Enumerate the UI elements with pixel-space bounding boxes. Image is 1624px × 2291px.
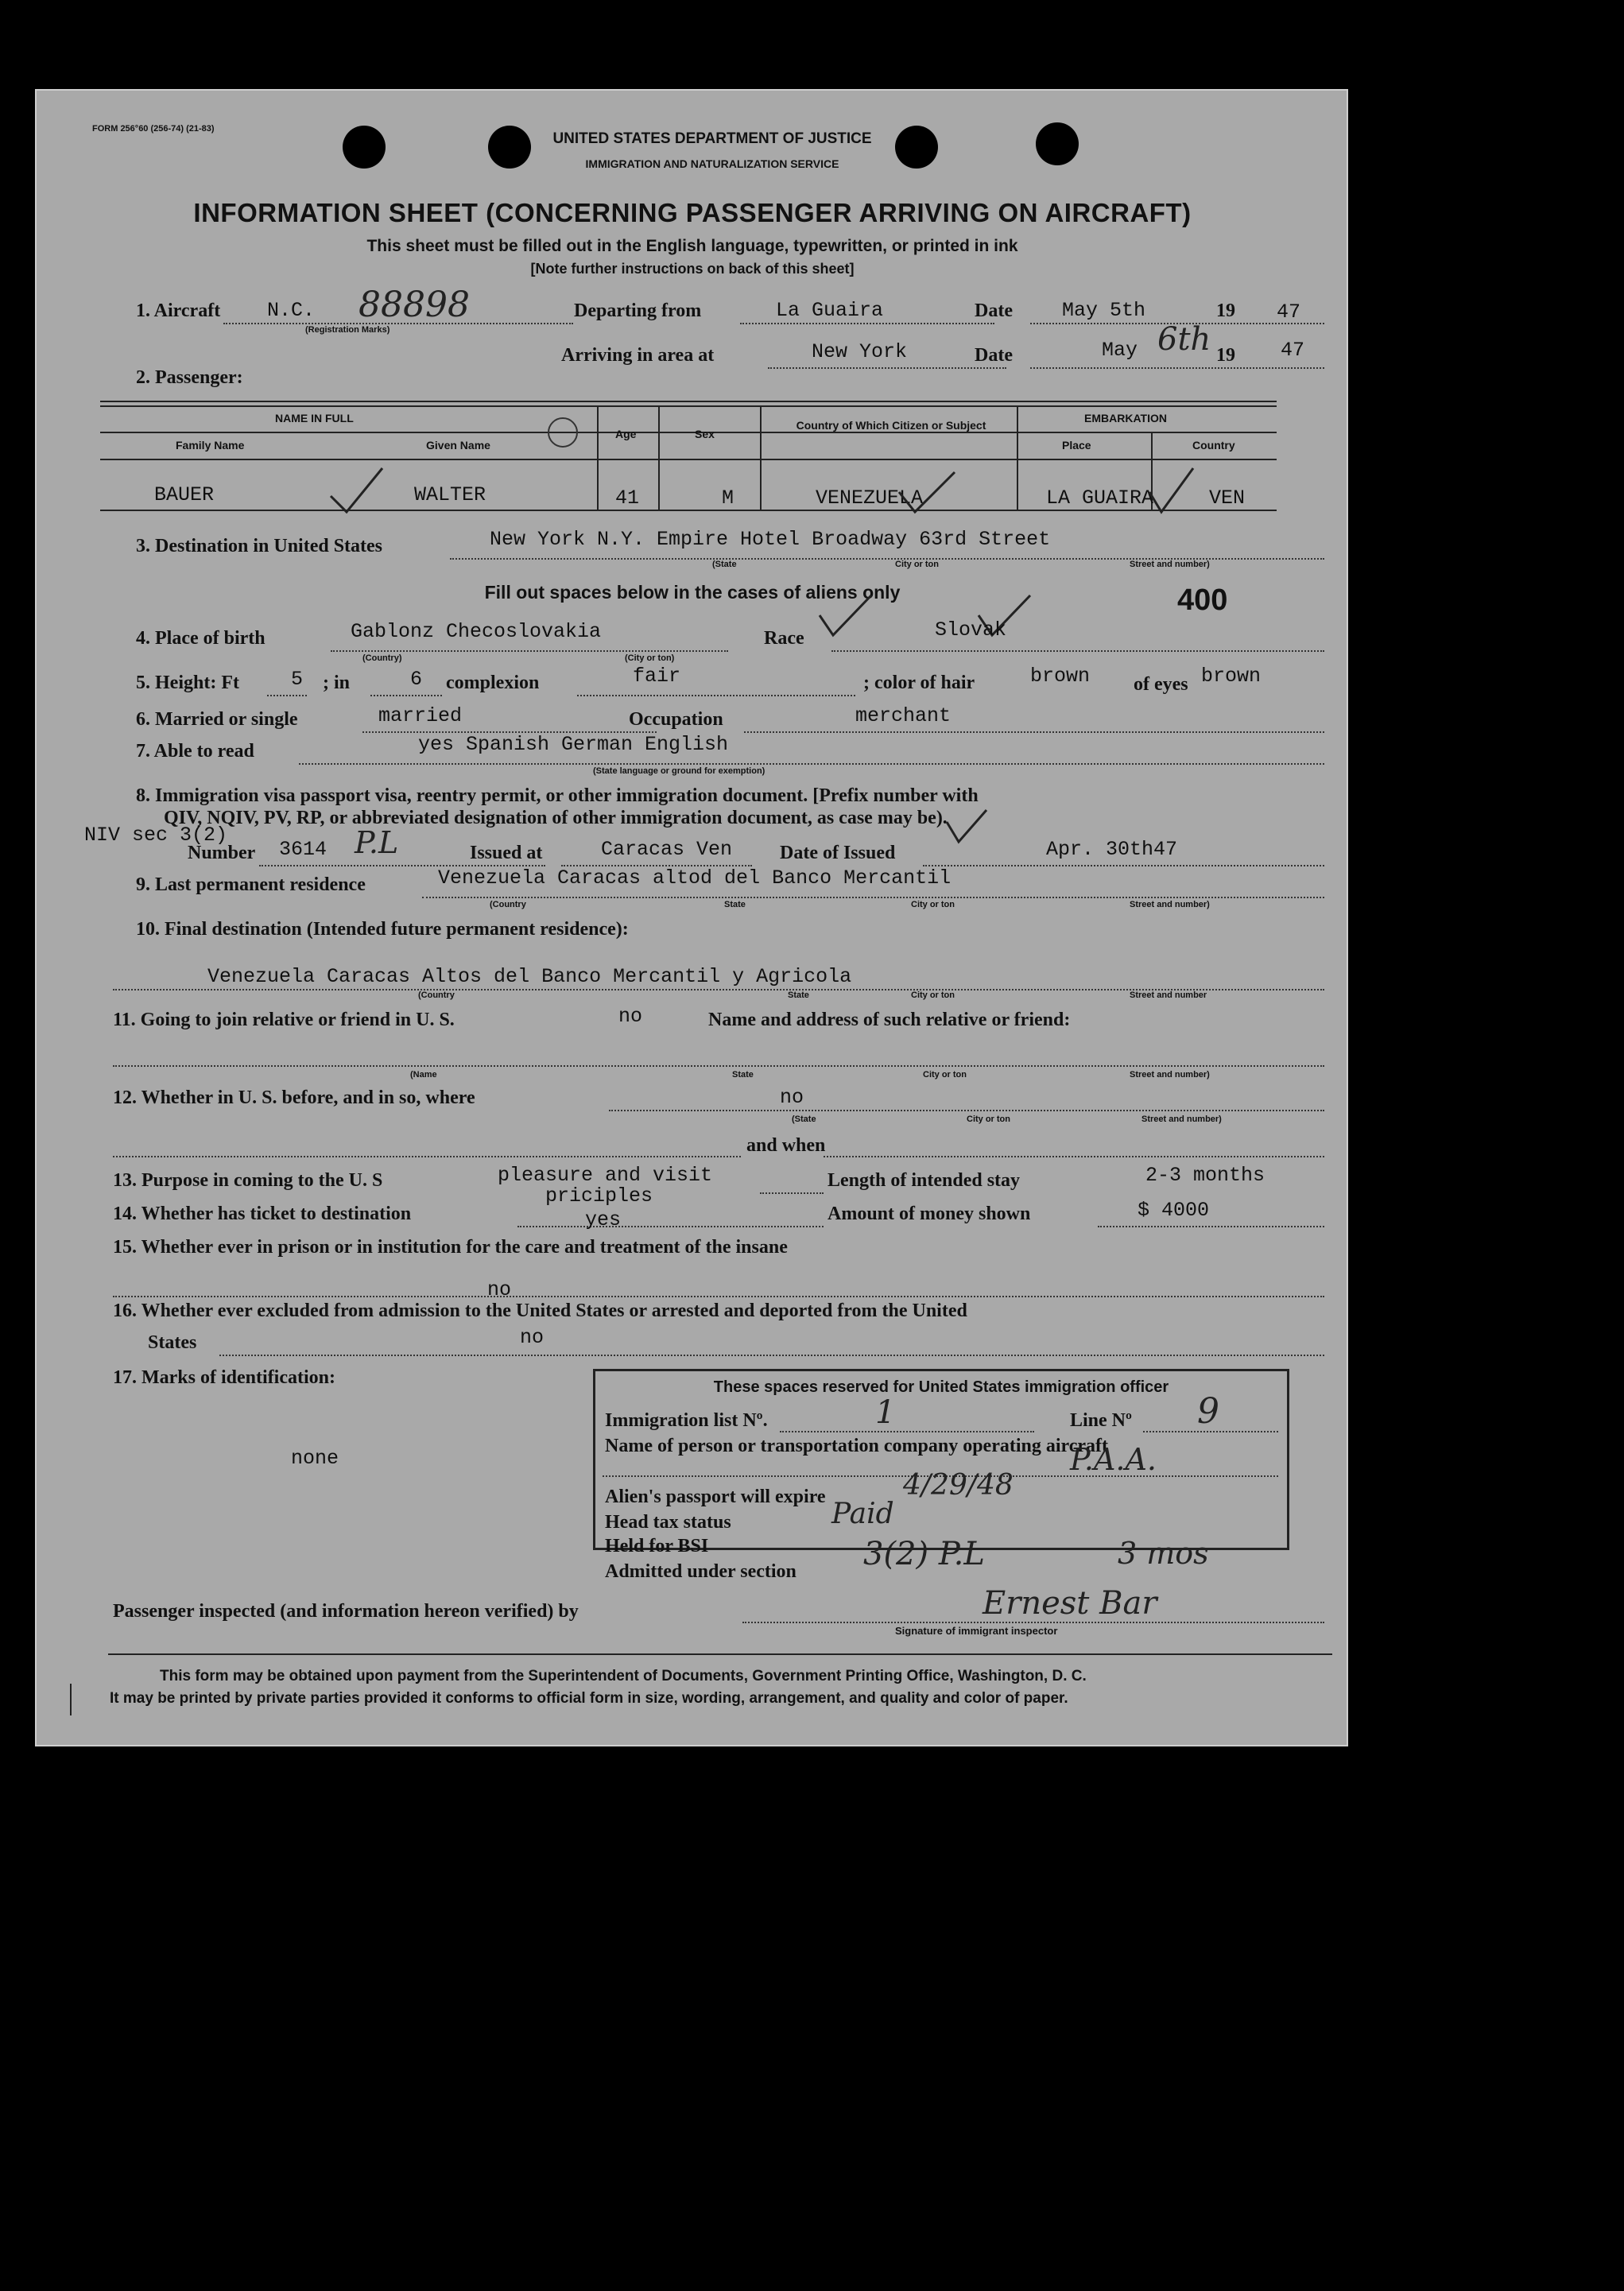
ticket-value: yes xyxy=(585,1208,622,1231)
form-number: FORM 256°60 (256-74) (21-83) xyxy=(92,124,215,134)
race-label: Race xyxy=(764,628,804,649)
visa-number: 3614 xyxy=(279,838,328,861)
sex-header: Sex xyxy=(695,428,715,440)
excluded-label: 16. Whether ever excluded from admission to the United States or arrested and deported from the United xyxy=(113,1301,967,1321)
inspector-signature: Ernest Bar xyxy=(983,1585,1157,1622)
footer-line-1: This form may be obtained upon payment from the Superintendent of Documents, Government Printing Office, Washington, D. C. xyxy=(160,1668,1087,1684)
before-label: 12. Whether in U. S. before, and in so, where xyxy=(113,1087,475,1108)
final-destination-label: 10. Final destination (Intended future permanent residence): xyxy=(136,919,629,940)
instruction-note: [Note further instructions on back of this sheet] xyxy=(530,261,855,277)
ticket-label: 14. Whether has ticket to destination xyxy=(113,1204,412,1224)
aircraft-number: 88898 xyxy=(359,285,470,325)
registration-marks-caption: (Registration Marks) xyxy=(305,325,390,335)
aircraft-label: 1. Aircraft xyxy=(136,300,221,321)
name-in-full-header: NAME IN FULL xyxy=(275,412,354,424)
purpose-value: pleasure and visit xyxy=(498,1164,713,1187)
information-sheet: FORM 256°60 (256-74) (21-83) UNITED STATES DEPARTMENT OF JUSTICE IMMIGRATION AND NATURALIZATION SERVICE INFORMATION SHEET (CONCERNING PASSENGER ARRIVING ON AIRCRAFT) This sheet must be filled out in the English language, typewritten, or printed in ink [Note further instructions on back of this sheet] 1. Aircraft N.C. 88898 (Registration Marks) Departing from La Guaira Date May 5th 19 47 Arriving in area at New York Date May 6th 19 47 2. Passenger: NAME IN FULL Family Name Given Name Age Sex Country of Which Citizen or Subject EMBARKATION Place Country BAUER WALTER 41 M VENEZUELA LA GUAIRA VEN 3. Destination in United States New York N.Y. Empire Hotel Broadway 63rd Street (State City or ton Street and number) Fill out spaces below in the cases of aliens only 400 4. Place of birth Gablonz Checoslovakia (Country) (City or ton) Race Slovak 5. Height: Ft 5 ; in 6 complexion fair ; color of hair brown of eyes brown 6. Married or single married Occupation merchant 7. Able to read yes Spanish German English (State language or ground for exemption) 8. Immigration visa passport visa, reentry permit, or other immigration document. [Prefix number with QIV, NQIV, PV, RP, or abbreviated designation of other immigration document, as case may be). NIV sec 3(2) Number 3614 P.L Issued at Caracas Ven Date of Issued Apr. 30th47 9. Last permanent residence Venezuela Caracas altod del Banco Mercantil (Country State City or ton Street and number) 10. Final destination (Intended future permanent residence): Venezuela Caracas Altos del Banco Mercantil y Agricola (Country State City or ton Street and number 11. Going to join relative or friend in U. S. no Name and address of such relative or friend: (Name State City or ton Street and number) 12. Whether in U. S. before, and in so, where no (State City or ton Street and number) and when 13. Purpose in coming to the U. S pleasure and visit priciples Length of intended stay 2-3 months 14. Whether has ticket to destination yes Amount of money shown $ 4000 15. Whether ever in prison or in institution for the care and treatment of the insane no 16. Whether ever excluded from admission to the United States or arrested and deported from the United States no 17. Marks of identification: none These spaces reserved for United States immigration officer Immigration list Nº. 1 Line Nº 9 Name of person or transportation company operating aircraft P.A.A. Alien's passport will expire 4/29/48 Head tax status Paid Held for BSI Admitted under section 3(2) P.L 3 mos Passenger inspected (and information hereon verified) by Ernest Bar Signature of immigrant inspector This form may be obtained upon payment from the Superintendent of Documents, Government Printing Office, Washington, D. C. It may be printed by private parties provided it conforms to official form in size, wording, arrangement, and quality and color of paper. xyxy=(35,89,1348,1746)
destination-value: New York N.Y. Empire Hotel Broadway 63rd Street xyxy=(490,528,1051,551)
birth-value: Gablonz Checoslovakia xyxy=(351,620,602,643)
duration-value: 3 mos xyxy=(1118,1536,1209,1571)
departing-label: Departing from xyxy=(574,300,702,321)
birth-label: 4. Place of birth xyxy=(136,628,265,649)
check-mark xyxy=(895,464,959,520)
place-header: Place xyxy=(1062,439,1091,452)
service-name: IMMIGRATION AND NATURALIZATION SERVICE xyxy=(585,157,839,170)
hair-value: brown xyxy=(1030,665,1091,688)
complexion-value: fair xyxy=(633,665,681,688)
height-label: 5. Height: Ft xyxy=(136,673,239,693)
married-label: 6. Married or single xyxy=(136,709,298,730)
check-mark xyxy=(816,591,879,639)
punch-hole xyxy=(1036,122,1079,165)
marks-label: 17. Marks of identification: xyxy=(113,1367,335,1388)
visa-line1: 8. Immigration visa passport visa, reentry permit, or other immigration document. [Prefix number with xyxy=(136,785,979,806)
check-mark xyxy=(943,806,990,846)
given-name-header: Given Name xyxy=(426,439,490,452)
registration-prefix: N.C. xyxy=(267,299,316,322)
embarkation-header: EMBARKATION xyxy=(1084,412,1167,424)
check-mark xyxy=(1145,464,1201,520)
before-value: no xyxy=(780,1086,804,1109)
join-label: 11. Going to join relative or friend in U. S. xyxy=(113,1010,455,1030)
prison-value: no xyxy=(487,1278,512,1301)
officer-heading: These spaces reserved for United States immigration officer xyxy=(713,1378,1169,1396)
embarkation-country-value: VEN xyxy=(1209,486,1246,510)
embarkation-place-value: LA GUAIRA xyxy=(1046,486,1154,510)
money-value: $ 4000 xyxy=(1138,1199,1210,1222)
stay-value: 2-3 months xyxy=(1145,1164,1265,1187)
residence-label: 9. Last permanent residence xyxy=(136,874,366,895)
check-mark xyxy=(327,464,390,520)
visa-line2: QIV, NQIV, PV, RP, or abbreviated designation of other immigration document, as case may be). xyxy=(164,808,948,828)
read-label: 7. Able to read xyxy=(136,741,254,762)
passport-value: 4/29/48 xyxy=(903,1469,1014,1502)
family-name-value: BAUER xyxy=(154,483,215,506)
visa-prefix: NIV sec 3(2) xyxy=(84,824,228,847)
section-value: 3(2) P.L xyxy=(863,1536,985,1572)
year-prefix: 19 xyxy=(1216,300,1235,321)
prison-label: 15. Whether ever in prison or in institution for the care and treatment of the insane xyxy=(113,1237,788,1258)
height-inches: 6 xyxy=(410,668,423,691)
arriving-label: Arriving in area at xyxy=(561,345,715,366)
arrival-date: May xyxy=(1102,339,1138,362)
residence-value: Venezuela Caracas altod del Banco Mercantil xyxy=(438,866,952,890)
join-value: no xyxy=(618,1005,643,1028)
departure-date: May 5th xyxy=(1062,299,1146,322)
read-value: yes Spanish German English xyxy=(418,733,729,756)
department-name: UNITED STATES DEPARTMENT OF JUSTICE xyxy=(552,130,872,147)
destination-label: 3. Destination in United States xyxy=(136,536,383,556)
final-destination-value: Venezuela Caracas Altos del Banco Mercantil y Agricola xyxy=(207,965,852,988)
visa-date-value: Apr. 30th47 xyxy=(1046,838,1178,861)
line-number: 9 xyxy=(1197,1391,1219,1432)
stamp-number: 400 xyxy=(1177,583,1228,617)
footer-line-2: It may be printed by private parties provided it conforms to official form in size, wording, arrangement, and quality and color of paper. xyxy=(110,1690,1068,1707)
signature-caption: Signature of immigrant inspector xyxy=(895,1625,1058,1637)
list-number: 1 xyxy=(875,1394,896,1431)
visa-number-hand: P.L xyxy=(355,825,399,860)
arrival-day: 6th xyxy=(1157,321,1211,358)
family-name-header: Family Name xyxy=(176,439,245,452)
purpose-value-2: priciples xyxy=(545,1184,653,1208)
marks-value: none xyxy=(291,1447,339,1470)
purpose-label: 13. Purpose in coming to the U. S xyxy=(113,1170,383,1191)
married-value: married xyxy=(378,704,463,727)
instruction-text: This sheet must be filled out in the English language, typewritten, or printed in ink xyxy=(366,237,1018,255)
height-feet: 5 xyxy=(291,668,304,691)
arrival-date-label: Date xyxy=(975,345,1013,366)
headtax-value: Paid xyxy=(831,1498,894,1530)
page-title: INFORMATION SHEET (CONCERNING PASSENGER ARRIVING ON AIRCRAFT) xyxy=(193,198,1192,227)
age-header: Age xyxy=(615,428,637,440)
inspected-label: Passenger inspected (and information hereon verified) by xyxy=(113,1601,579,1622)
sex-value: M xyxy=(722,486,734,510)
departing-value: La Guaira xyxy=(776,299,884,322)
country-citizen-header: Country of Which Citizen or Subject xyxy=(796,419,986,432)
country-header: Country xyxy=(1192,439,1235,452)
punch-hole xyxy=(343,126,386,169)
eyes-value: brown xyxy=(1201,665,1262,688)
citizen-country-value: VENEZUELA xyxy=(816,486,924,510)
company-value: P.A.A. xyxy=(1070,1442,1157,1477)
occupation-value: merchant xyxy=(855,704,952,727)
date-label: Date xyxy=(975,300,1013,321)
arriving-value: New York xyxy=(812,340,908,363)
age-value: 41 xyxy=(615,486,640,510)
race-value: Slovak xyxy=(935,618,1007,642)
aliens-heading: Fill out spaces below in the cases of aliens only xyxy=(484,582,901,603)
excluded-value: no xyxy=(520,1326,545,1349)
passenger-label: 2. Passenger: xyxy=(136,367,243,388)
circled-mark xyxy=(545,415,580,450)
arrival-year-prefix: 19 xyxy=(1216,345,1235,366)
issued-at-value: Caracas Ven xyxy=(601,838,733,861)
given-name-value: WALTER xyxy=(414,483,486,506)
year-value: 47 xyxy=(1277,300,1301,324)
arrival-year: 47 xyxy=(1281,339,1305,362)
